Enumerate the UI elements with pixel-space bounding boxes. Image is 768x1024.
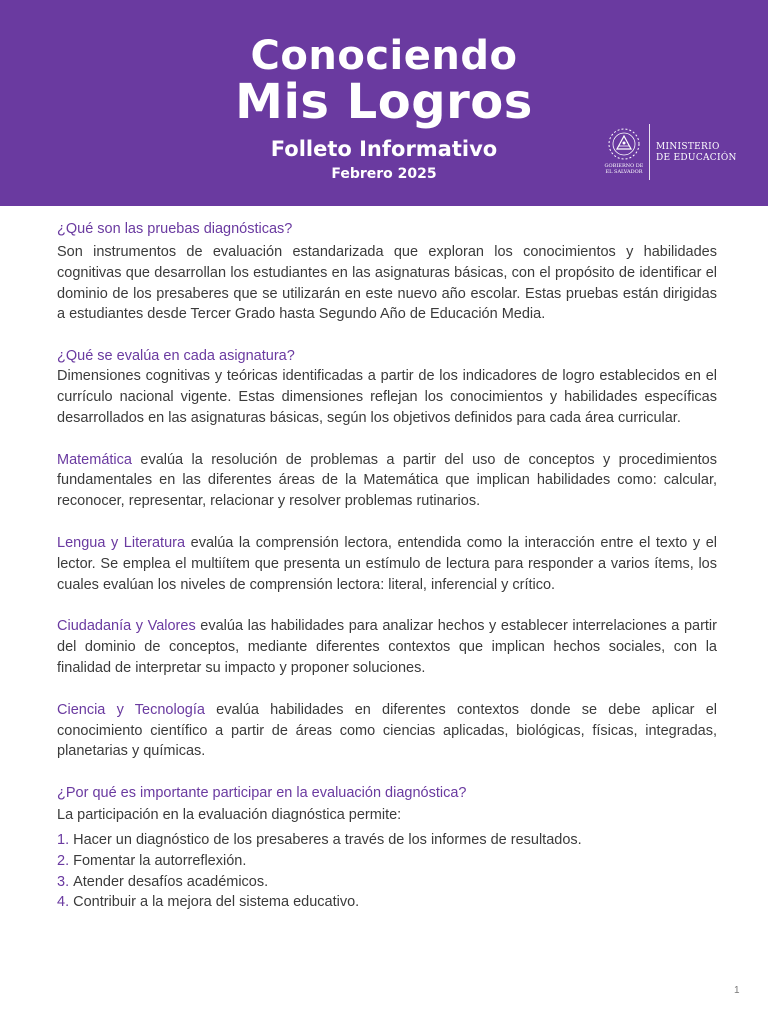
logo-title-line1: Conociendo	[250, 33, 518, 79]
seal-caption: GOBIERNO DE EL SALVADOR	[604, 163, 644, 175]
subject-text: evalúa habilidades en diferentes contextos donde se debe aplicar el conocimiento científico a partir de áreas como ciencias aplicadas, biológicas, físicas, integradas, planetarias y químicas.	[57, 701, 718, 760]
subject-text: evalúa la resolución de problemas a partir del uso de conceptos y procedimientos fundamentales en las diferentes áreas de la Matemática que implican habilidades como: calcular, reconocer, representar, relacionar y resolver problemas rutinarios.	[57, 451, 717, 510]
paragraph-pruebas: Son instrumentos de evaluación estandarizada que exploran los conocimientos y habilidades cognitivas que desarrollan los estudiantes en las asignaturas básicas, con el propósito de identificar el dominio de los presaberes que se utilizarán en este nuevo año escolar. Estas pruebas están dirigidas a estudiantes desde Tercer Grado hasta Segundo Año de Educación Media.	[57, 244, 717, 323]
benefits-list	[57, 830, 717, 913]
ministry-line1: MINISTERIO	[656, 142, 720, 152]
brochure-date: Febrero 2025	[331, 166, 437, 182]
subject-paragraph-ciudadania	[57, 616, 717, 678]
list-number: 1.	[57, 831, 70, 848]
section-heading-importante: ¿Por qué es importante participar en la evaluación diagnóstica?	[57, 785, 467, 802]
list-text: Atender desafíos académicos.	[73, 873, 269, 890]
list-item	[57, 892, 717, 913]
subject-paragraph-ciencia	[57, 700, 717, 762]
subject-term: Lengua y Literatura	[57, 534, 186, 551]
subject-text: evalúa la comprensión lectora, entendida como la interacción entre el texto y el lector. Se emplea el multiítem que presenta un estímulo de lectura para responder a varios ítems, los cuales evalúan los niveles de comprensión lectora: literal, inferencial y crítico.	[57, 534, 717, 593]
list-item	[57, 830, 717, 851]
paragraph-importante: La participación en la evaluación diagnóstica permite:	[57, 807, 402, 824]
ministry-line2: DE EDUCACIÓN	[656, 153, 737, 163]
list-number: 3.	[57, 873, 70, 890]
subject-paragraph-lengua	[57, 533, 717, 595]
section-heading-pruebas: ¿Qué son las pruebas diagnósticas?	[57, 221, 293, 237]
subject-term: Ciudadanía y Valores	[57, 618, 196, 635]
subject-text: evalúa las habilidades para analizar hechos y establecer interrelaciones a partir del dominio de conceptos, mediante diferentes contextos que implican hechos sociales, con la finalidad de interpretar su impacto y proponer soluciones.	[57, 618, 717, 676]
subject-paragraph-matematica	[57, 450, 717, 512]
header-banner	[0, 0, 768, 206]
subject-term: Ciencia y Tecnología	[57, 701, 205, 718]
list-item	[57, 851, 717, 872]
list-text: Contribuir a la mejora del sistema educativo.	[73, 894, 360, 911]
list-text: Hacer un diagnóstico de los presaberes a través de los informes de resultados.	[73, 831, 582, 848]
list-item	[57, 872, 717, 893]
ministry-name	[656, 142, 737, 164]
logo-title-line2: Mis Logros	[235, 74, 533, 130]
paragraph-evalua: Dimensiones cognitivas y teóricas identificadas a partir de los indicadores de logro establecidos en el currículo nacional vigente. Estas dimensiones reflejan los conocimientos y habilidades específicas desarrollados en las asignaturas básicas, según los objetivos definidos para cada área curricular.	[57, 368, 717, 426]
brochure-subtitle: Folleto Informativo	[270, 137, 498, 161]
section-heading-evalua: ¿Qué se evalúa en cada asignatura?	[57, 348, 295, 365]
list-number: 2.	[57, 852, 70, 869]
page-number: 1	[734, 985, 740, 996]
list-number: 4.	[57, 894, 70, 911]
logo-divider	[649, 124, 650, 180]
document-body	[57, 219, 717, 913]
list-text: Fomentar la autorreflexión.	[73, 852, 247, 869]
subject-term: Matemática	[57, 451, 132, 468]
